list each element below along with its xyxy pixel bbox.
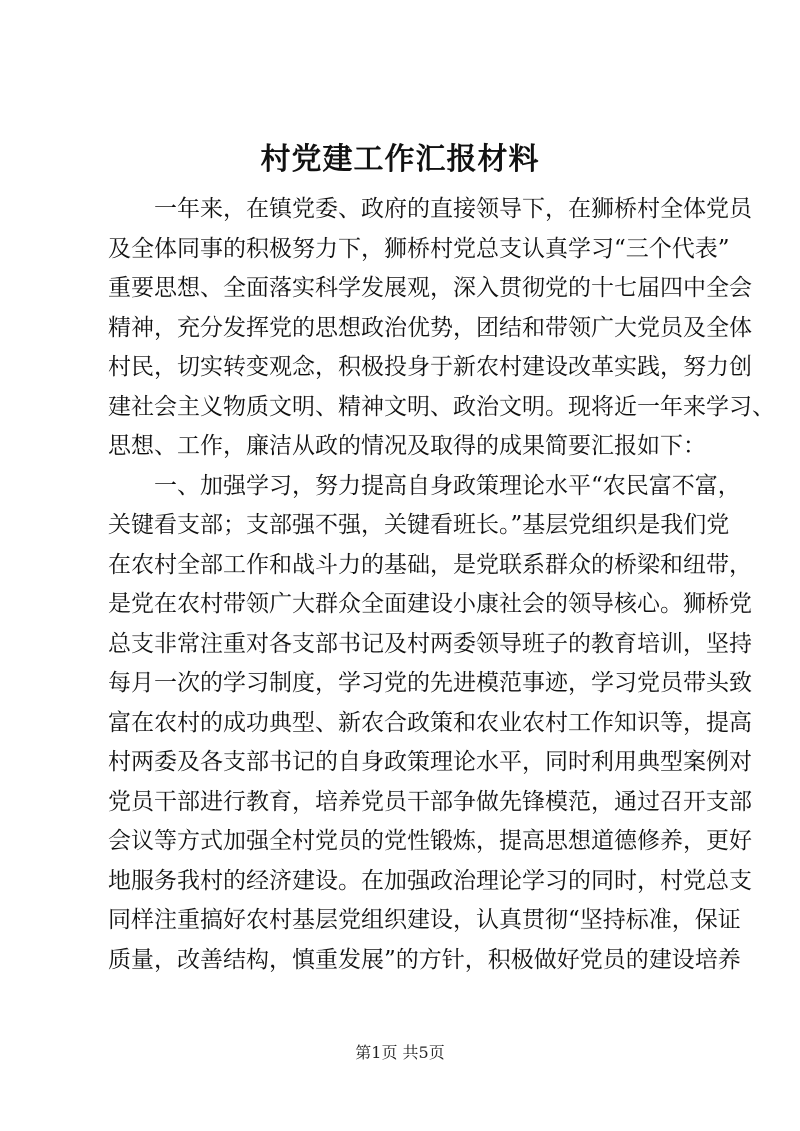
document-title: 村党建工作汇报材料 <box>260 142 540 177</box>
page-footer: 第1页 共5页 <box>355 1043 445 1062</box>
body-line: 重要思想、全面落实科学发展观，深入贯彻党的十七届四中全会 <box>108 275 752 301</box>
body-line: 富在农村的成功典型、新农合政策和农业农村工作知识等，提高 <box>108 709 752 736</box>
body-line: 党员干部进行教育，培养党员干部争做先锋模范，通过召开支部 <box>108 788 752 815</box>
body-line: 思想、工作，廉洁从政的情况及取得的成果简要汇报如下： <box>108 433 706 459</box>
body-line: 质量，改善结构，慎重发展”的方针，积极做好党员的建设培养 <box>108 946 741 973</box>
body-line: 总支非常注重对各支部书记及村两委领导班子的教育培训，坚持 <box>108 630 752 657</box>
body-line: 村民，切实转变观念，积极投身于新农村建设改革实践，努力创 <box>108 354 752 380</box>
body-line: 一、加强学习，努力提高自身政策理论水平“农民富不富， <box>154 472 741 499</box>
body-line: 村两委及各支部书记的自身政策理论水平，同时利用典型案例对 <box>108 749 752 775</box>
body-line: 建社会主义物质文明、精神文明、政治文明。现将近一年来学习、 <box>108 393 775 420</box>
body-line: 会议等方式加强全村党员的党性锻炼，提高思想道德修养，更好 <box>108 828 752 854</box>
body-line: 是党在农村带领广大群众全面建设小康社会的领导核心。狮桥党 <box>108 591 752 617</box>
body-line: 精神，充分发挥党的思想政治优势，团结和带领广大党员及全体 <box>108 314 752 341</box>
body-line: 一年来，在镇党委、政府的直接领导下，在狮桥村全体党员 <box>154 196 752 222</box>
body-line: 同样注重搞好农村基层党组织建设，认真贯彻“坚持标准，保证 <box>108 907 741 933</box>
body-line: 每月一次的学习制度，学习党的先进模范事迹，学习党员带头致 <box>108 670 752 696</box>
body-line: 在农村全部工作和战斗力的基础，是党联系群众的桥梁和纽带， <box>108 551 752 578</box>
document-body <box>108 190 775 980</box>
body-line: 关键看支部；支部强不强，关键看班长。”基层党组织是我们党 <box>108 512 730 538</box>
body-line: 及全体同事的积极努力下，狮桥村党总支认真学习“三个代表” <box>108 235 730 262</box>
body-line: 地服务我村的经济建设。在加强政治理论学习的同时，村党总支 <box>108 867 752 894</box>
